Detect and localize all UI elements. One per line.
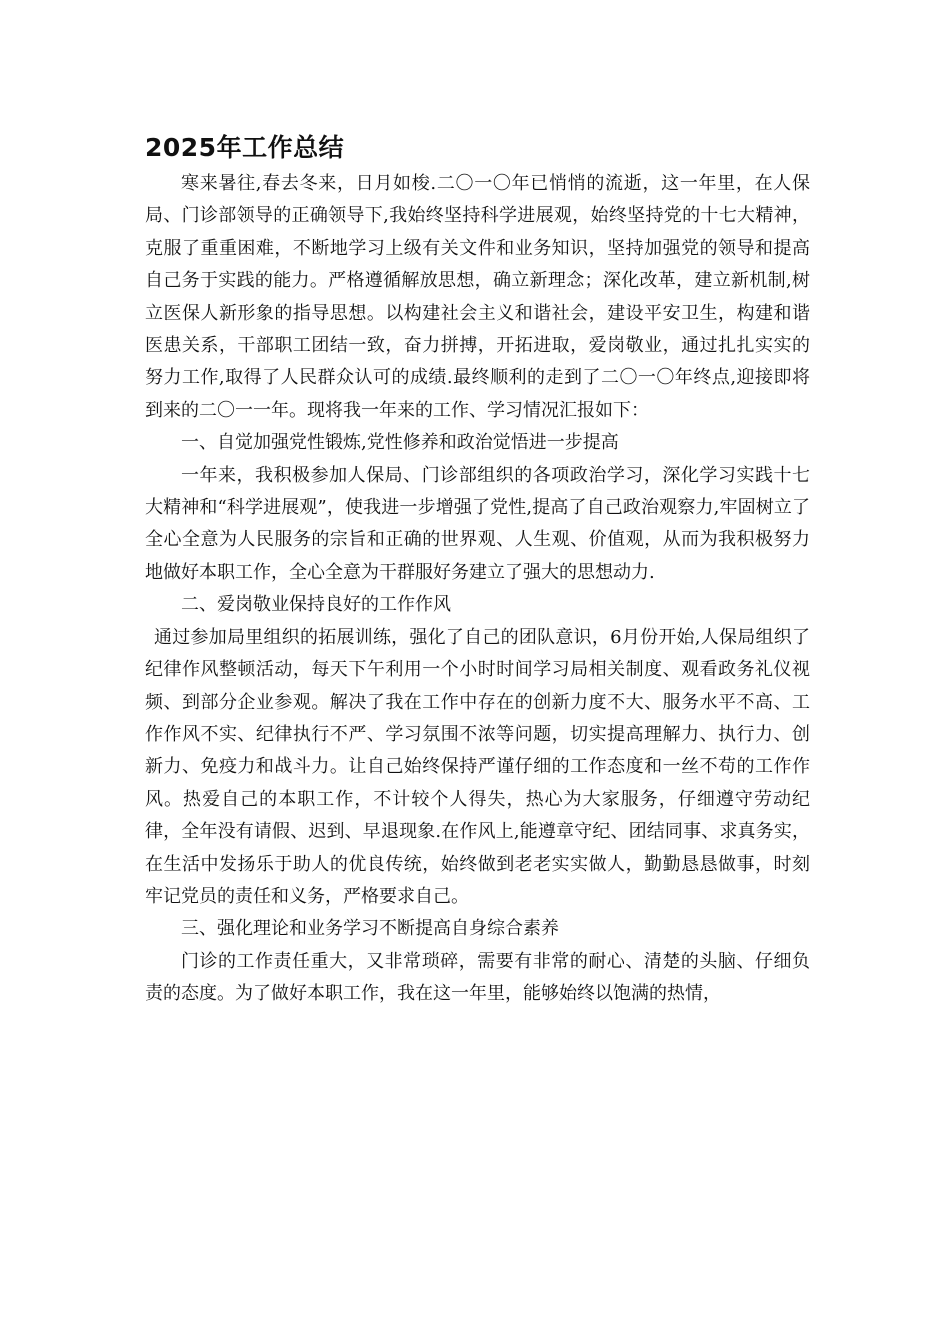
section-2-body: 通过参加局里组织的拓展训练，强化了自己的团队意识，6月份开始,人保局组织了纪律作风整顿活动，每天下午利用一个小时时间学习局相关制度、观看政务礼仪视频、到部分企业参观。解决了我在工作中存在的创新力度不大、服务水平不高、工作作风不实、纪律执行不严、学习氛围不浓等问题，切实提高理解力、执行力、创新力、免疫力和战斗力。让自己始终保持严谨仔细的工作态度和一丝不苟的工作作风。热爱自己的本职工作，不计较个人得失，热心为大家服务，仔细遵守劳动纪律，全年没有请假、迟到、早退现象.在作风上,能遵章守纪、团结同事、求真务实，在生活中发扬乐于助人的优良传统，始终做到老老实实做人，勤勤恳恳做事，时刻牢记党员的责任和义务，严格要求自己。 (145, 626, 810, 907)
intro-paragraph: 寒来暑往,春去冬来，日月如梭.二〇一〇年已悄悄的流逝，这一年里，在人保局、门诊部领导的正确领导下,我始终坚持科学进展观，始终坚持党的十七大精神，克服了重重困难，不断地学习上级有关文件和业务知识，坚持加强党的领导和提高自己务于实践的能力。严格遵循解放思想，确立新理念；深化改革，建立新机制,树立医保人新形象的指导思想。以构建社会主义和谐社会，建设平安卫生，构建和谐医患关系，干部职工团结一致，奋力拼搏，开拓进取，爱岗敬业，通过扎扎实实的努力工作,取得了人民群众认可的成绩.最终顺利的走到了二〇一〇年终点,迎接即将到来的二〇一一年。现将我一年来的工作、学习情况汇报如下： (145, 173, 810, 421)
section-1-body: 一年来，我积极参加人保局、门诊部组织的各项政治学习，深化学习实践十七大精神和“科学进展观”，使我进一步增强了党性,提高了自己政治观察力,牢固树立了全心全意为人民服务的宗旨和正确的世界观、人生观、价值观，从而为我积极努力地做好本职工作，全心全意为干群服好务建立了强大的思想动力. (145, 464, 810, 583)
section-2-heading: 二、爱岗敬业保持良好的工作作风 (181, 594, 451, 616)
section-1-heading: 一、自觉加强党性锻炼,党性修养和政治觉悟进一步提高 (181, 432, 619, 454)
section-3-heading: 三、强化理论和业务学习不断提高自身综合素养 (181, 918, 559, 940)
document-content (145, 128, 810, 1011)
section-3-body: 门诊的工作责任重大，又非常琐碎，需要有非常的耐心、清楚的头脑、仔细负责的态度。为了做好本职工作，我在这一年里，能够始终以饱满的热情， (145, 950, 810, 1005)
document-title: 2025年工作总结 (145, 133, 345, 162)
